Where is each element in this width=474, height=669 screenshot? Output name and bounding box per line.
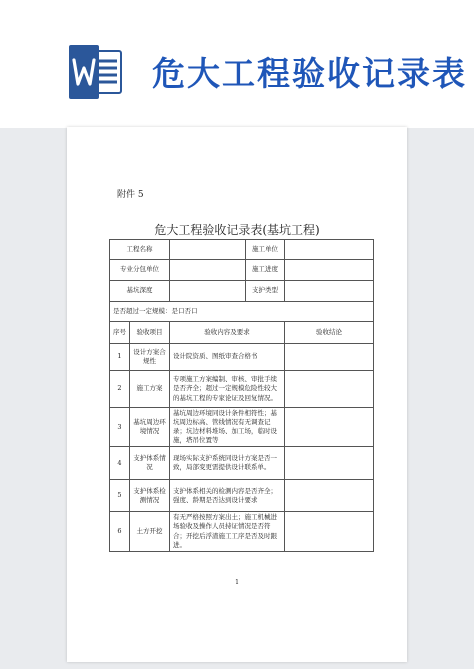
row-conclusion	[285, 371, 374, 408]
row-conclusion	[285, 447, 374, 480]
info-label: 施工进度	[246, 260, 285, 281]
row-seq: 3	[110, 408, 130, 447]
table-row	[110, 512, 374, 551]
table-row	[110, 371, 374, 408]
table-row	[110, 480, 374, 512]
info-value	[170, 281, 246, 302]
acceptance-table	[109, 239, 374, 552]
row-seq: 4	[110, 447, 130, 480]
info-value	[285, 260, 374, 281]
info-value	[170, 240, 246, 260]
row-content: 专项施工方案编制、审核、审批手续是否齐全；超过一定规模危险性较大的基坑工程的专家论证及回复情况。	[170, 371, 285, 408]
row-item: 支护体系情况	[130, 447, 170, 480]
info-label: 施工单位	[246, 240, 285, 260]
info-label: 基坑深度	[110, 281, 170, 302]
row-item: 基坑周边环境情况	[130, 408, 170, 447]
row-conclusion	[285, 480, 374, 512]
row-seq: 6	[110, 512, 130, 551]
document-page	[67, 127, 407, 662]
row-seq: 2	[110, 371, 130, 408]
info-value	[170, 260, 246, 281]
row-content: 有无严格按照方案出土；施工机械进场验收及操作人员持证情况是否符合；开挖后浮渣施工工序是否及时跟进。	[170, 512, 285, 551]
header-item: 验收项目	[130, 322, 170, 344]
row-item: 施工方案	[130, 371, 170, 408]
row-content: 基坑周边环境同设计条件相符性；基坑周边标高、管线情况有无调查记录；坑边材料堆场、加工场，临时设施，塔吊位置等	[170, 408, 285, 447]
row-conclusion	[285, 512, 374, 551]
info-label: 支护类型	[246, 281, 285, 302]
row-content: 支护体系相关的检测内容是否齐全；强度、龄期是否达到设计要求	[170, 480, 285, 512]
info-row	[110, 240, 374, 260]
attachment-label: 附件 5	[117, 190, 144, 200]
row-item: 支护体系检测情况	[130, 480, 170, 512]
word-icon	[67, 45, 123, 99]
table-row	[110, 447, 374, 480]
row-content: 现场实际支护系统同设计方案是否一致，局部变更需提供设计联系单。	[170, 447, 285, 480]
info-label: 工程名称	[110, 240, 170, 260]
banner	[0, 0, 474, 128]
header-conclusion: 验收结论	[285, 322, 374, 344]
info-value	[285, 240, 374, 260]
header-seq: 序号	[110, 322, 130, 344]
banner-title: 危大工程验收记录表	[152, 54, 467, 93]
document-title: 危大工程验收记录表(基坑工程)	[154, 223, 320, 237]
threshold-text: 是否超过一定规模：是口否口	[110, 302, 374, 322]
row-item: 土方开挖	[130, 512, 170, 551]
threshold-row	[110, 302, 374, 322]
info-row	[110, 281, 374, 302]
row-seq: 5	[110, 480, 130, 512]
table-row	[110, 408, 374, 447]
info-label: 专业分包单位	[110, 260, 170, 281]
row-conclusion	[285, 408, 374, 447]
row-content: 设计院资质、图纸审查合格书	[170, 344, 285, 371]
row-seq: 1	[110, 344, 130, 371]
header-content: 验收内容及要求	[170, 322, 285, 344]
header-row	[110, 322, 374, 344]
row-conclusion	[285, 344, 374, 371]
info-value	[285, 281, 374, 302]
info-row	[110, 260, 374, 281]
table-row	[110, 344, 374, 371]
page-number: 1	[235, 579, 239, 586]
row-item: 设计方案合规性	[130, 344, 170, 371]
